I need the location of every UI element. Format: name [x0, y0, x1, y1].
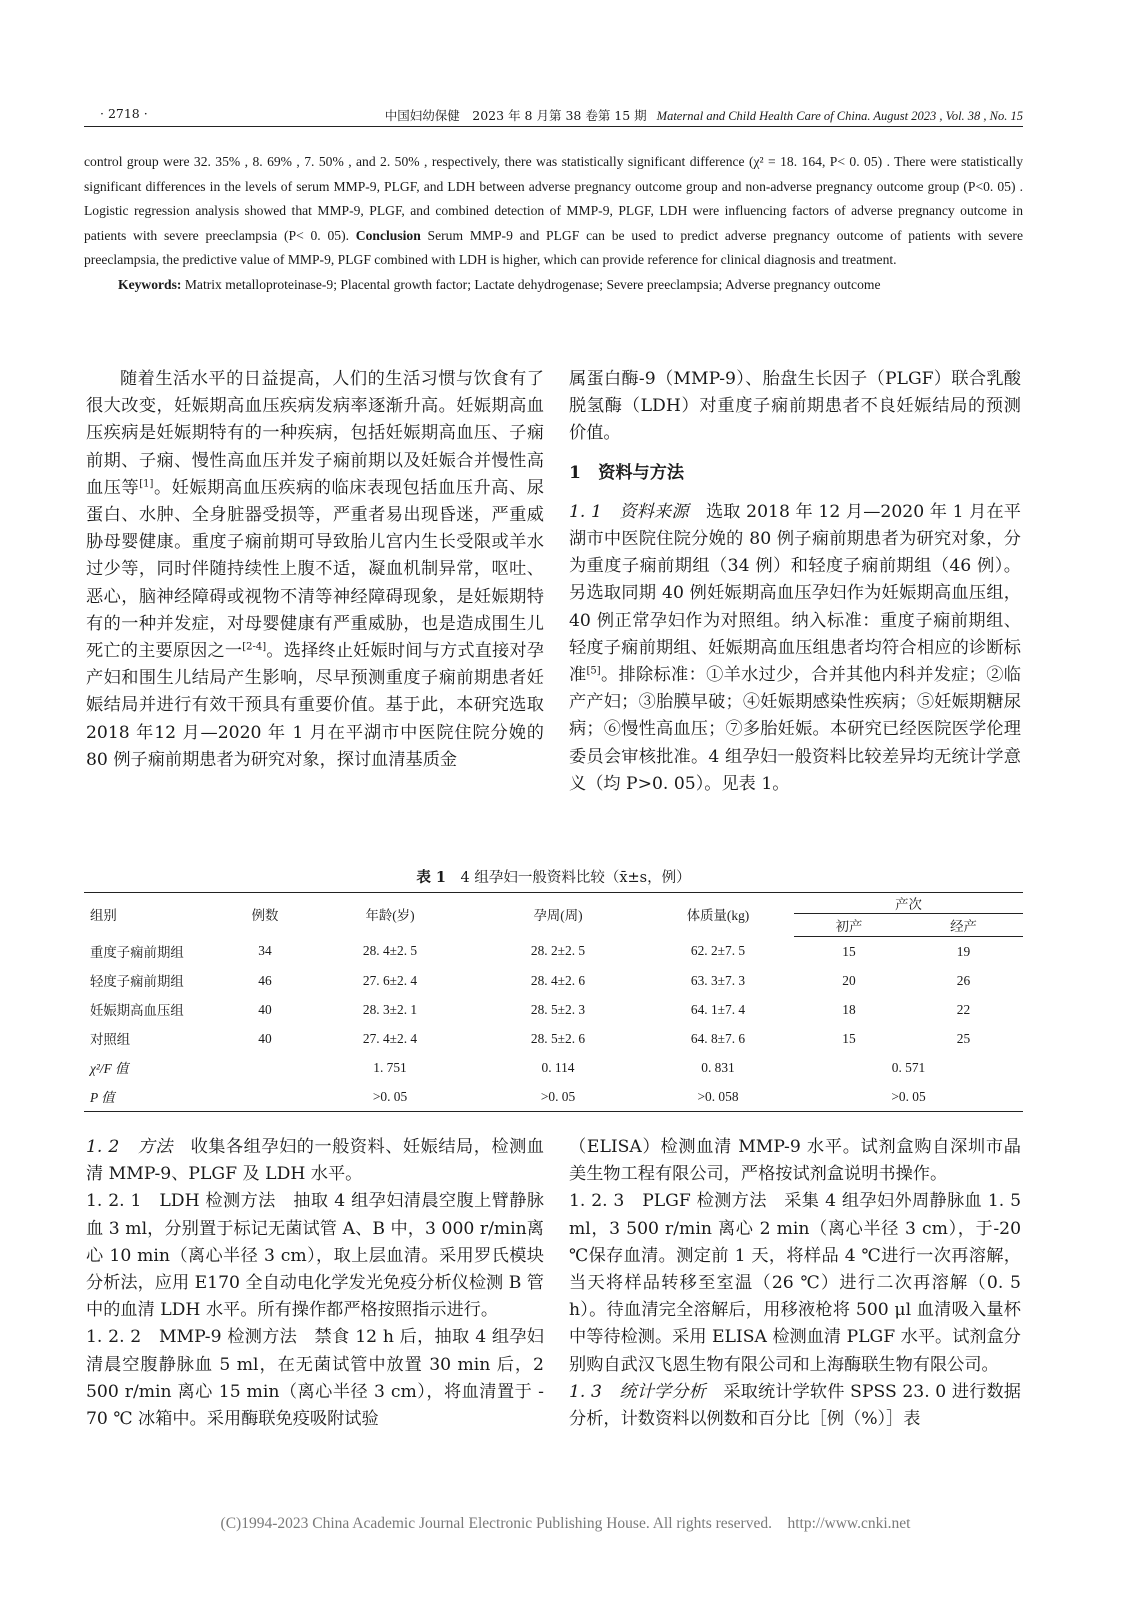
section-1-2-1 — [86, 1188, 544, 1324]
cell-gestation: 28. 5±2. 6 — [530, 1030, 586, 1046]
abstract-results — [84, 150, 1023, 273]
section-1-3 — [569, 1379, 1021, 1433]
cell-multipara: 19 — [956, 943, 971, 959]
section-1-2-3 — [569, 1188, 1021, 1378]
subsection-label: 1. 2 方法 — [86, 1137, 173, 1157]
cell-gestation: 28. 5±2. 3 — [530, 1001, 586, 1017]
cell-empty — [224, 1053, 306, 1082]
section-1-1 — [569, 499, 1021, 798]
keywords-text: Matrix metalloproteinase-9; Placental growth factor; Lactate dehydrogenase; Severe preeclampsia; Adverse pregnancy outcome — [184, 276, 881, 292]
cell-count: 40 — [258, 1001, 272, 1017]
header-primipara: 初产 — [794, 914, 904, 937]
header-body-mass: 体质量(kg) — [642, 893, 794, 937]
section-1-2-1-text: 抽取 4 组孕妇清晨空腹上臂静脉血 3 ml，分别置于标记无菌试管 A、B 中，3 000 r/min离心 10 min（离心半径 3 cm），取上层血清。采用罗氏模块分析法，应用 E170 全自动电化学发光免疫分析仪检测 B 管中的血清 LDH 水平。所有操作都严格按照指示进行。 — [86, 1191, 544, 1321]
cell-count: 40 — [258, 1030, 272, 1046]
cell-body-mass: 64. 8±7. 6 — [690, 1030, 746, 1046]
cell-primipara: 20 — [842, 972, 856, 988]
section-1-1-text-a: 选取 2018 年 12 月—2020 年 1 月在平湖市中医院住院分娩的 80 例子痫前期患者为研究对象，分为重度子痫前期组（34 例）和轻度子痫前期组（46 例）。另选取同期 40 例妊娠期高血压孕妇作为妊娠期高血压组，40 例正常孕妇作为对照组。纳入标准：重度子痫前期组、轻度子痫前期组、妊娠期高血压组患者均符合相应的诊断标准 — [569, 501, 1021, 686]
cell-count: 46 — [258, 972, 272, 988]
intro-text-a: 随着生活水平的日益提高，人们的生活习惯与饮食有了很大改变，妊娠期高血压疾病发病率逐渐升高。妊娠期高血压疾病是妊娠期特有的一种疾病，包括妊娠期高血压、子痫前期、子痫、慢性高血压并发子痫前期以及妊娠合并慢性高血压等 — [86, 369, 544, 498]
cell-empty — [224, 1082, 306, 1112]
footer-url: http://www.cnki.net — [787, 1515, 911, 1532]
cell-age: 28. 4±2. 5 — [362, 943, 418, 959]
intro-column-right — [569, 366, 1021, 798]
table-row — [84, 995, 1023, 1024]
cell-multipara: 26 — [956, 972, 971, 988]
table-row — [84, 937, 1023, 967]
subsection-label: 1. 3 统计学分析 — [569, 1381, 706, 1402]
page-number: · 2718 · — [100, 106, 148, 121]
intro-column-left — [86, 366, 544, 774]
cell-multipara: 25 — [956, 1030, 971, 1046]
section-1-2-2-text: 禁食 12 h 后，抽取 4 组孕妇清晨空腹静脉血 5 ml，在无菌试管中放置 30 min 后，2 500 r/min 离心 15 min（离心半径 3 cm），将血清置于 - 70 ℃ 冰箱中。采用酶联免疫吸附试验 — [86, 1327, 544, 1430]
cell-gestation: 28. 2±2. 5 — [530, 943, 586, 959]
section-1-2-3-text: 采集 4 组孕妇外周静脉血 1. 5 ml，3 500 r/min 离心 2 min（离心半径 3 cm），于-20 ℃保存血清。测定前 1 天，将样品 4 ℃进行一次再溶解，当天将样品转移至室温（26 ℃）进行二次再溶解（0. 5 h）。待血清完全溶解后，用移液枪将 500 μl 血清吸入量杯中等待检测。采用 ELISA 检测血清 PLGF 水平。试剂盒分别购自武汉飞恩生物有限公司和上海酶联生物有限公司。 — [569, 1191, 1022, 1375]
header-group: 组别 — [84, 893, 224, 937]
copyright-text: (C)1994-2023 China Academic Journal Electronic Publishing House. All rights reserved. — [220, 1515, 772, 1532]
conclusion-text: Serum MMP-9 and PLGF can be used to predict adverse pregnancy outcome of patients with severe preeclampsia, the predictive value of MMP-9, PLGF combined with LDH is higher, which can provide reference for clinical diagnosis and treatment. — [84, 227, 1023, 268]
running-header — [84, 104, 1023, 127]
table-caption-text: 4 组孕妇一般资料比较（x̄±s，例） — [446, 870, 691, 886]
intro-paragraph-cont: 属蛋白酶-9（MMP-9）、胎盘生长因子（PLGF）联合乳酸脱氢酶（LDH）对重度子痫前期患者不良妊娠结局的预测价值。 — [569, 369, 1021, 444]
cell-p-parity: >0. 05 — [794, 1082, 1023, 1112]
subsection-label: 1. 2. 1 LDH 检测方法 — [86, 1191, 276, 1212]
methods-column-left — [86, 1134, 544, 1433]
section-1-2 — [86, 1134, 544, 1188]
subsection-label: 1. 1 资料来源 — [569, 501, 689, 522]
cell-multipara: 22 — [956, 1001, 971, 1017]
cell-stat-label: χ²/F 值 — [90, 1061, 129, 1076]
cell-p-body-mass: >0. 058 — [642, 1082, 794, 1112]
citation-ref: [2-4] — [242, 641, 267, 653]
cell-p-age: >0. 05 — [306, 1082, 474, 1112]
cell-primipara: 18 — [842, 1001, 856, 1017]
conclusion-label: Conclusion — [355, 227, 421, 243]
section-1-2-2-cont: （ELISA）检测血清 MMP-9 水平。试剂盒购自深圳市晶美生物工程有限公司，严格按试剂盒说明书操作。 — [569, 1137, 1021, 1185]
header-age: 年龄(岁) — [306, 893, 474, 937]
cell-p-label: P 值 — [84, 1082, 224, 1112]
cell-age: 28. 3±2. 1 — [362, 1001, 418, 1017]
section-heading: 1 资料与方法 — [569, 462, 685, 483]
subsection-label: 1. 2. 2 MMP-9 检测方法 — [86, 1327, 298, 1348]
cell-count: 34 — [258, 943, 272, 959]
cell-stat-parity: 0. 571 — [891, 1059, 926, 1075]
table-caption — [84, 866, 1023, 887]
english-abstract — [84, 150, 1023, 298]
cell-body-mass: 62. 2±7. 5 — [690, 943, 746, 959]
keywords — [84, 273, 1023, 298]
cell-group: 重度子痫前期组 — [90, 944, 184, 960]
section-1-3-text: 采取统计学软件 SPSS 23. 0 进行数据分析，计数资料以例数和百分比［例（%）］表 — [569, 1381, 1021, 1430]
data-table — [84, 892, 1023, 1112]
cell-stat-gestation: 0. 114 — [541, 1059, 575, 1075]
cell-age: 27. 4±2. 4 — [362, 1030, 418, 1046]
header-count: 例数 — [224, 893, 306, 937]
citation-ref: [5] — [586, 665, 601, 677]
cell-stat-age: 1. 751 — [373, 1059, 407, 1075]
cell-stat-body-mass: 0. 831 — [701, 1059, 735, 1075]
journal-name-cn: 中国妇幼保健 2023 年 8 月第 38 卷第 15 期 — [384, 108, 647, 123]
cell-primipara: 15 — [842, 943, 856, 959]
header-gestation: 孕周(周) — [474, 893, 642, 937]
table-caption-label: 表 1 — [416, 869, 447, 886]
intro-text-c: 。选择终止妊娠时间与方式直接对孕产妇和围生儿结局产生影响，尽早预测重度子痫前期患者妊娠结局并进行有效干预具有重要价值。基于此，本研究选取 2018 年12 月—2020 年 1 月在平湖市中医院住院分娩的 80 例子痫前期患者为研究对象，探讨血清基质金 — [86, 641, 544, 770]
cell-group: 轻度子痫前期组 — [90, 974, 184, 989]
section-1-2-text: 收集各组孕妇的一般资料、妊娠结局，检测血清 MMP-9、PLGF 及 LDH 水平。 — [86, 1137, 544, 1185]
cell-group: 妊娠期高血压组 — [90, 1003, 184, 1018]
keywords-label: Keywords: — [118, 276, 182, 292]
cell-group: 对照组 — [90, 1032, 131, 1047]
table-row-pvalue — [84, 1082, 1023, 1112]
section-1-1-text-b: 。排除标准：①羊水过少，合并其他内科并发症；②临产产妇；③胎膜早破；④妊娠期感染性疾病；⑤妊娠期糖尿病；⑥慢性高血压；⑦多胎妊娠。本研究已经医院医学伦理委员会审核批准。4 组孕妇一般资料比较差异均无统计学意义（均 P>0. 05）。见表 1。 — [569, 665, 1021, 794]
table-row-statistic — [84, 1053, 1023, 1082]
header-multipara: 经产 — [904, 914, 1023, 937]
intro-text-b: 。妊娠期高血压疾病的临床表现包括血压升高、尿蛋白、水肿、全身脏器受损等，严重者易出现昏迷，严重威胁母婴健康。重度子痫前期可导致胎儿宫内生长受限或羊水过少等，同时伴随持续性上腹不适，凝血机制异常，呕吐、恶心，脑神经障碍或视物不清等神经障碍现象，是妊娠期特有的一种并发症，对母婴健康有严重威胁，也是造成围生儿死亡的主要原因之一 — [86, 477, 544, 662]
abstract-results-text: control group were 32. 35% , 8. 69% , 7. 50% , and 2. 50% , respectively, there was statistically significant difference (χ² = 18. 164, P< 0. 05) . There were statistically significant differences in the levels of serum MMP-9, PLGF, and LDH between adverse pregnancy outcome group and non-adverse pregnancy outcome group (P<0. 05) . Logistic regression analysis showed that MMP-9, PLGF, and combined detection of MMP-9, PLGF, LDH were influencing factors of adverse pregnancy outcome in patients with severe preeclampsia (P< 0. 05). — [84, 154, 1023, 243]
journal-name-en: Maternal and Child Health Care of China. August 2023 , Vol. 38 , No. 15 — [656, 109, 1023, 123]
intro-paragraph — [86, 366, 544, 774]
section-1-2-2 — [86, 1324, 544, 1433]
journal-citation — [385, 106, 1023, 124]
cell-gestation: 28. 4±2. 6 — [530, 972, 586, 988]
copyright-footer — [40, 1515, 1091, 1533]
cell-primipara: 15 — [842, 1030, 856, 1046]
subsection-label: 1. 2. 3 PLGF 检测方法 — [569, 1191, 767, 1212]
table-row — [84, 966, 1023, 995]
cell-p-gestation: >0. 05 — [474, 1082, 642, 1112]
methods-column-right — [569, 1134, 1021, 1433]
cell-age: 27. 6±2. 4 — [362, 972, 418, 988]
citation-ref: [1] — [139, 478, 154, 490]
cell-body-mass: 64. 1±7. 4 — [690, 1001, 746, 1017]
table-row — [84, 1024, 1023, 1053]
cell-body-mass: 63. 3±7. 3 — [690, 972, 746, 988]
header-parity: 产次 — [794, 893, 1023, 914]
